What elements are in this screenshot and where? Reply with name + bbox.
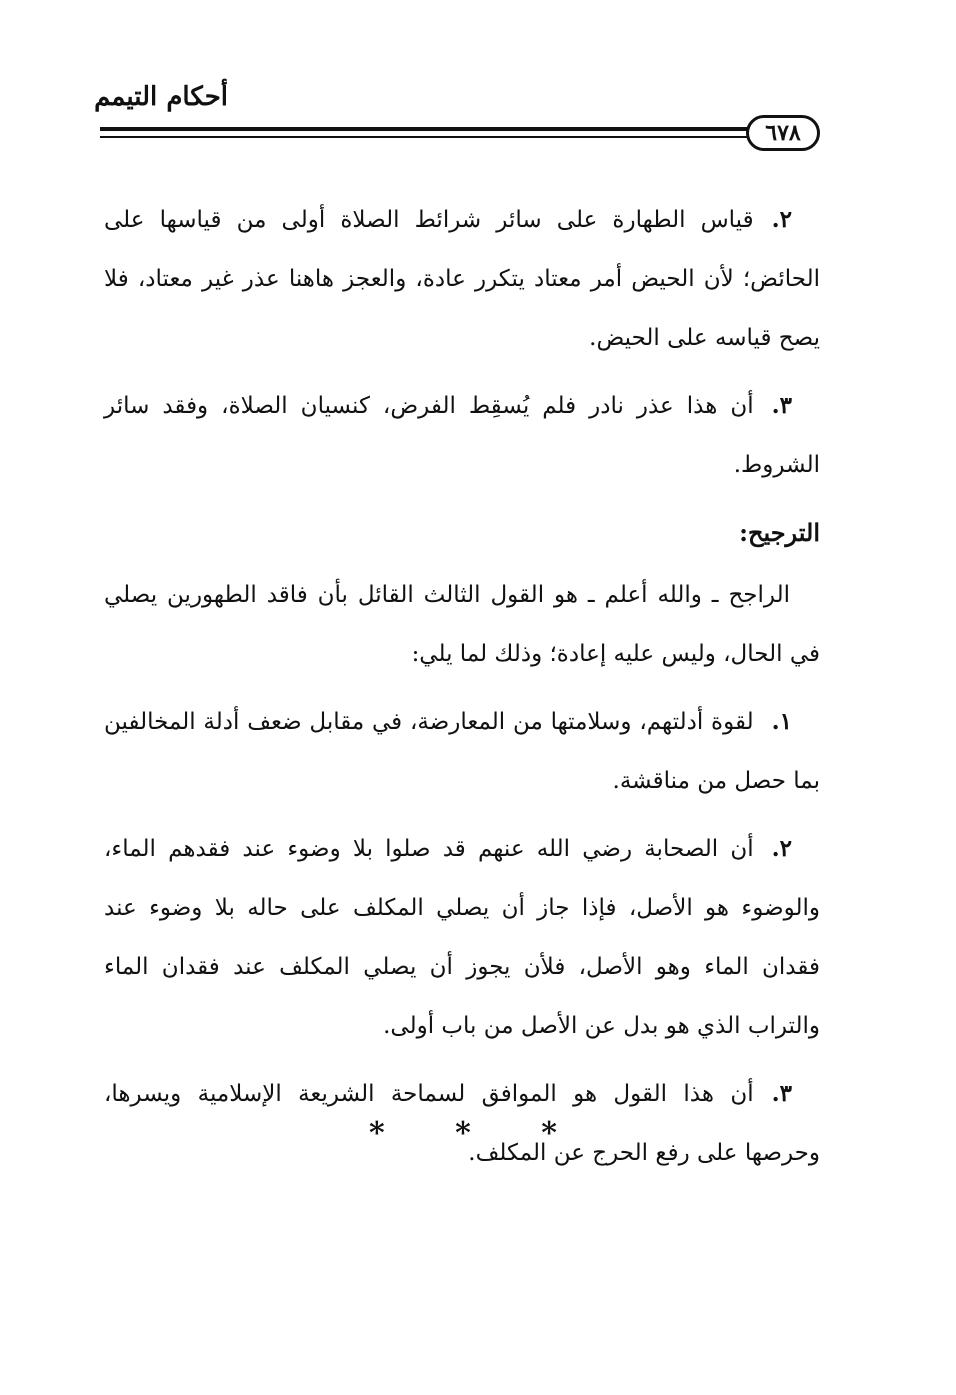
- item-text: أن هذا عذر نادر فلم يُسقِط الفرض، كنسيان الصلاة، وفقد سائر الشروط.: [104, 393, 820, 478]
- reason-item-1: [104, 692, 820, 811]
- item-text: قياس الطهارة على سائر شرائط الصلاة أولى من قياسها على الحائض؛ لأن الحيض أمر معتاد يتكرر عادة، والعجز هاهنا عذر غير معتاد، فلا يصح قياسه على الحيض.: [104, 207, 820, 351]
- item-number: ٢.: [771, 835, 792, 862]
- header-rule-thick: [100, 127, 750, 131]
- item-number: ٣.: [771, 1080, 792, 1107]
- item-text: أن هذا القول هو الموافق لسماحة الشريعة الإسلامية ويسرها، وحرصها على رفع الحرج عن المكلف.: [104, 1081, 820, 1166]
- page-number-badge: [746, 115, 820, 151]
- header-rule-thin: [100, 136, 750, 138]
- item-number: ٢.: [771, 206, 792, 233]
- body-text: [104, 190, 820, 1191]
- running-header-title: أحكام التيمم: [94, 82, 228, 112]
- page-number: ٦٧٨: [765, 120, 801, 146]
- section-heading: الترجيح:: [739, 518, 820, 547]
- item-number: ٣.: [771, 392, 792, 419]
- item-text: لقوة أدلتهم، وسلامتها من المعارضة، في مقابل ضعف أدلة المخالفين بما حصل من مناقشة.: [104, 709, 820, 794]
- section-separator: * * *: [369, 1116, 587, 1151]
- item-text: أن الصحابة رضي الله عنهم قد صلوا بلا وضوء عند فقدهم الماء، والوضوء هو الأصل، فإذا جاز أن يصلي المكلف على حاله بلا وضوء عند فقدان الماء وهو الأصل، فلأن يجوز أن يصلي المكلف عند فقدان الماء والتراب الذي هو بدل عن الأصل من باب أولى.: [104, 836, 820, 1039]
- item-number: ١.: [771, 708, 792, 735]
- argument-item-2: [104, 190, 820, 368]
- preference-intro: الراجح ـ والله أعلم ـ هو القول الثالث القائل بأن فاقد الطهورين يصلي في الحال، وليس عليه إعادة؛ وذلك لما يلي:: [104, 582, 820, 667]
- reason-item-2: [104, 819, 820, 1056]
- argument-item-3: [104, 376, 820, 495]
